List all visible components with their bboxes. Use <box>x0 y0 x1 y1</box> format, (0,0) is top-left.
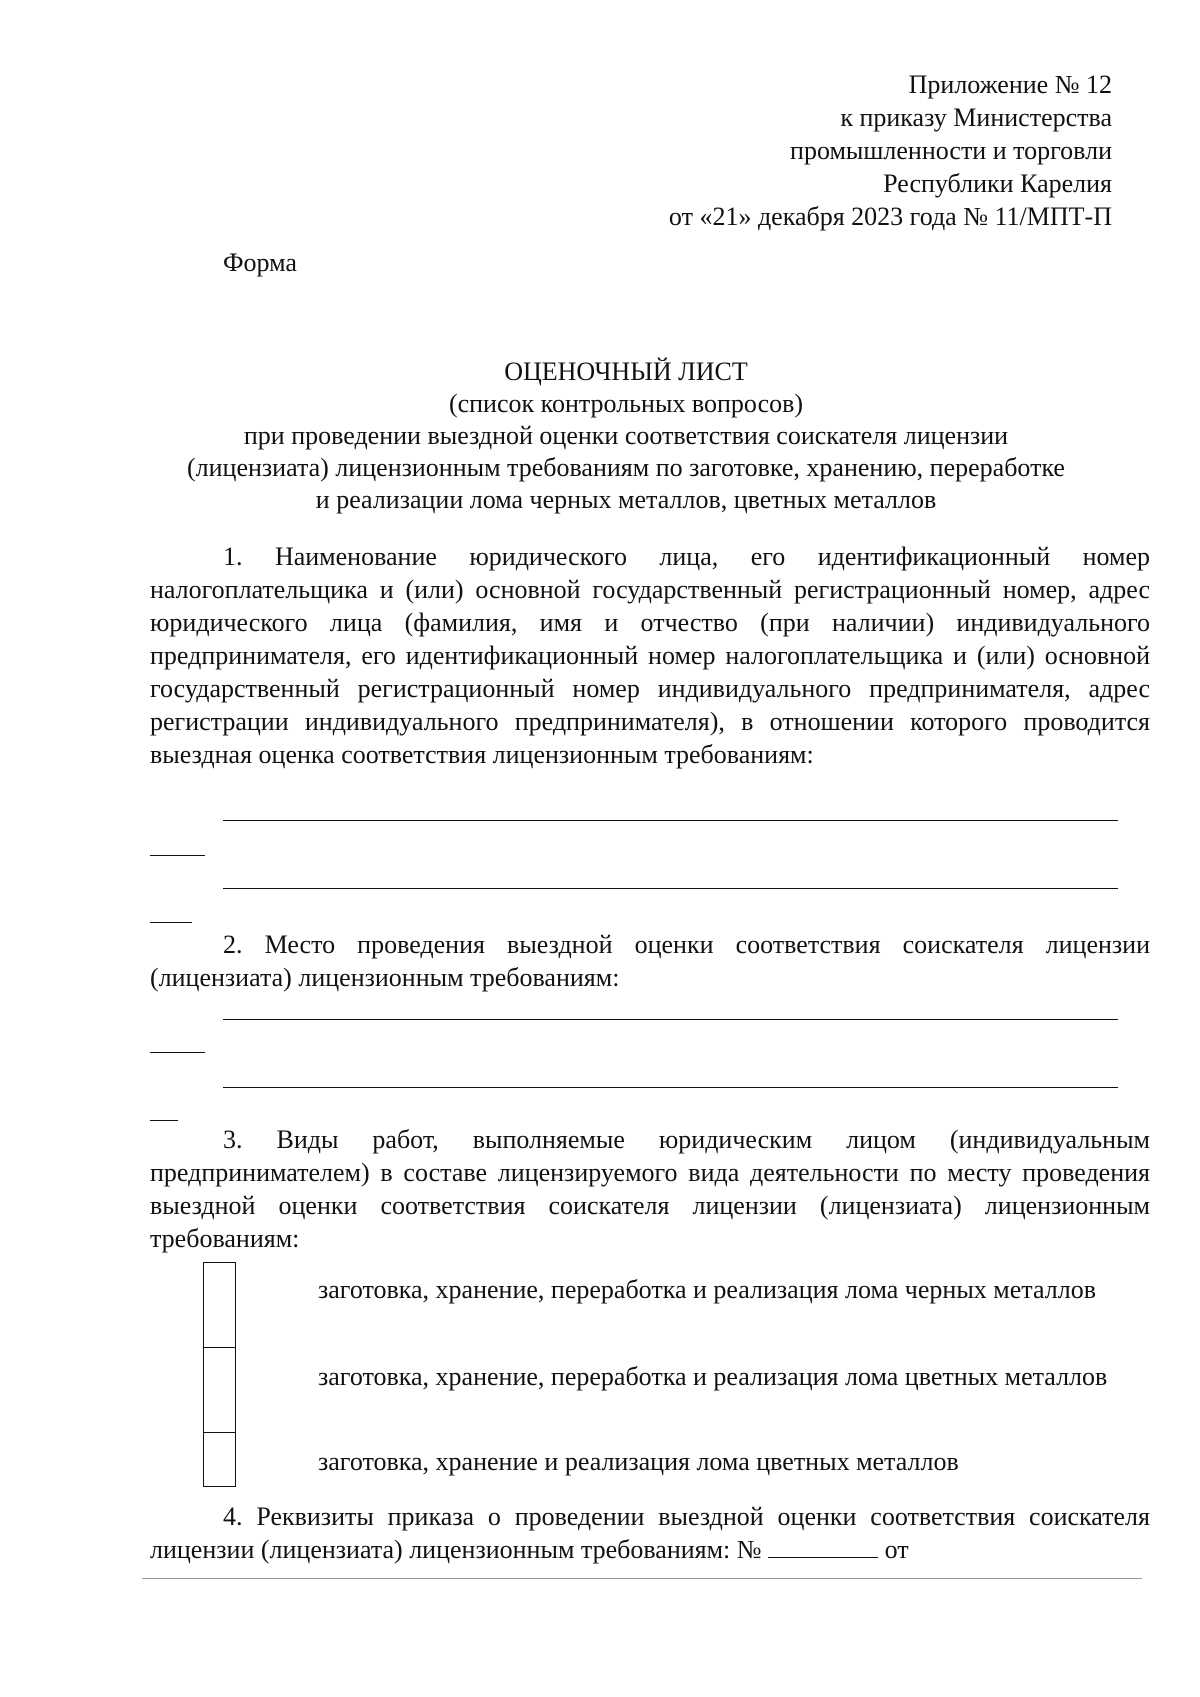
appendix-line-2: к приказу Министерства <box>840 103 1112 132</box>
option-nonferrous-label: заготовка, хранение, переработка и реализация лома цветных металлов <box>318 1362 1108 1391</box>
section-1-text: 1. Наименование юридического лица, его идентификационный номер налогоплательщика и (или) основной государственный регистрационный номер, адрес юридического лица (фамилия, имя и отчество (при наличии) индивидуального предпринимателя, его идентификационный номер налогоплательщика и (или) основной государственный регистрационный номер индивидуального предпринимателя, адрес регистрации индивидуального предпринимателя), в отношении которого проводится выездная оценка соответствия лицензионным требованиям: <box>150 542 1150 769</box>
title-main: ОЦЕНОЧНЫЙ ЛИСТ <box>504 357 748 386</box>
title-line-2: (лицензиата) лицензионным требованиям по заготовке, хранению, переработке <box>187 453 1065 482</box>
section-2-fill-line-2[interactable] <box>223 1087 1118 1088</box>
appendix-header <box>552 68 1112 233</box>
title-line-1: при проведении выездной оценки соответствия соискателя лицензии <box>243 421 1009 450</box>
section-2-fill-line-1[interactable] <box>223 1019 1118 1020</box>
page-bottom-divider <box>142 1578 1142 1579</box>
option-ferrous-label: заготовка, хранение, переработка и реализация лома черных металлов <box>318 1275 1096 1304</box>
appendix-line-5: от «21» декабря 2023 года № 11/МПТ-П <box>668 202 1112 231</box>
section-1-line-tail-2 <box>150 922 192 923</box>
section-2-line-tail-2 <box>150 1120 178 1121</box>
appendix-line-1: Приложение № 12 <box>908 70 1112 99</box>
section-2-text: 2. Место проведения выездной оценки соответствия соискателя лицензии (лицензиата) лицензионным требованиям: <box>150 930 1150 992</box>
section-2-line-tail-1 <box>150 1052 205 1053</box>
section-1-fill-line-2[interactable] <box>223 888 1118 889</box>
order-number-field[interactable] <box>768 1535 878 1558</box>
form-label: Форма <box>223 248 297 277</box>
checkbox-nonferrous-no-processing[interactable] <box>203 1432 236 1487</box>
section-1-fill-line-1[interactable] <box>223 820 1118 821</box>
appendix-line-3: промышленности и торговли <box>790 136 1112 165</box>
option-nonferrous-no-processing-label: заготовка, хранение и реализация лома цветных металлов <box>318 1447 959 1476</box>
section-4-body: 4. Реквизиты приказа о проведении выездной оценки соответствия соискателя лицензии (лицензиата) лицензионным требованиям: № <box>150 1502 1150 1564</box>
checkbox-ferrous[interactable] <box>203 1262 236 1349</box>
appendix-line-4: Республики Карелия <box>883 169 1112 198</box>
checkbox-nonferrous[interactable] <box>203 1347 236 1434</box>
document-title <box>140 356 1112 516</box>
section-3-text: 3. Виды работ, выполняемые юридическим лицом (индивидуальным предпринимателем) в составе лицензируемого вида деятельности по месту проведения выездной оценки соответствия соискателя лицензии (лицензиата) лицензионным требованиям: <box>150 1125 1150 1253</box>
section-4-tail: от <box>884 1535 909 1564</box>
title-subtitle: (список контрольных вопросов) <box>448 389 804 418</box>
title-line-3: и реализации лома черных металлов, цветных металлов <box>315 485 937 514</box>
section-4-text <box>150 1500 1150 1566</box>
section-1-line-tail-1 <box>150 855 205 856</box>
